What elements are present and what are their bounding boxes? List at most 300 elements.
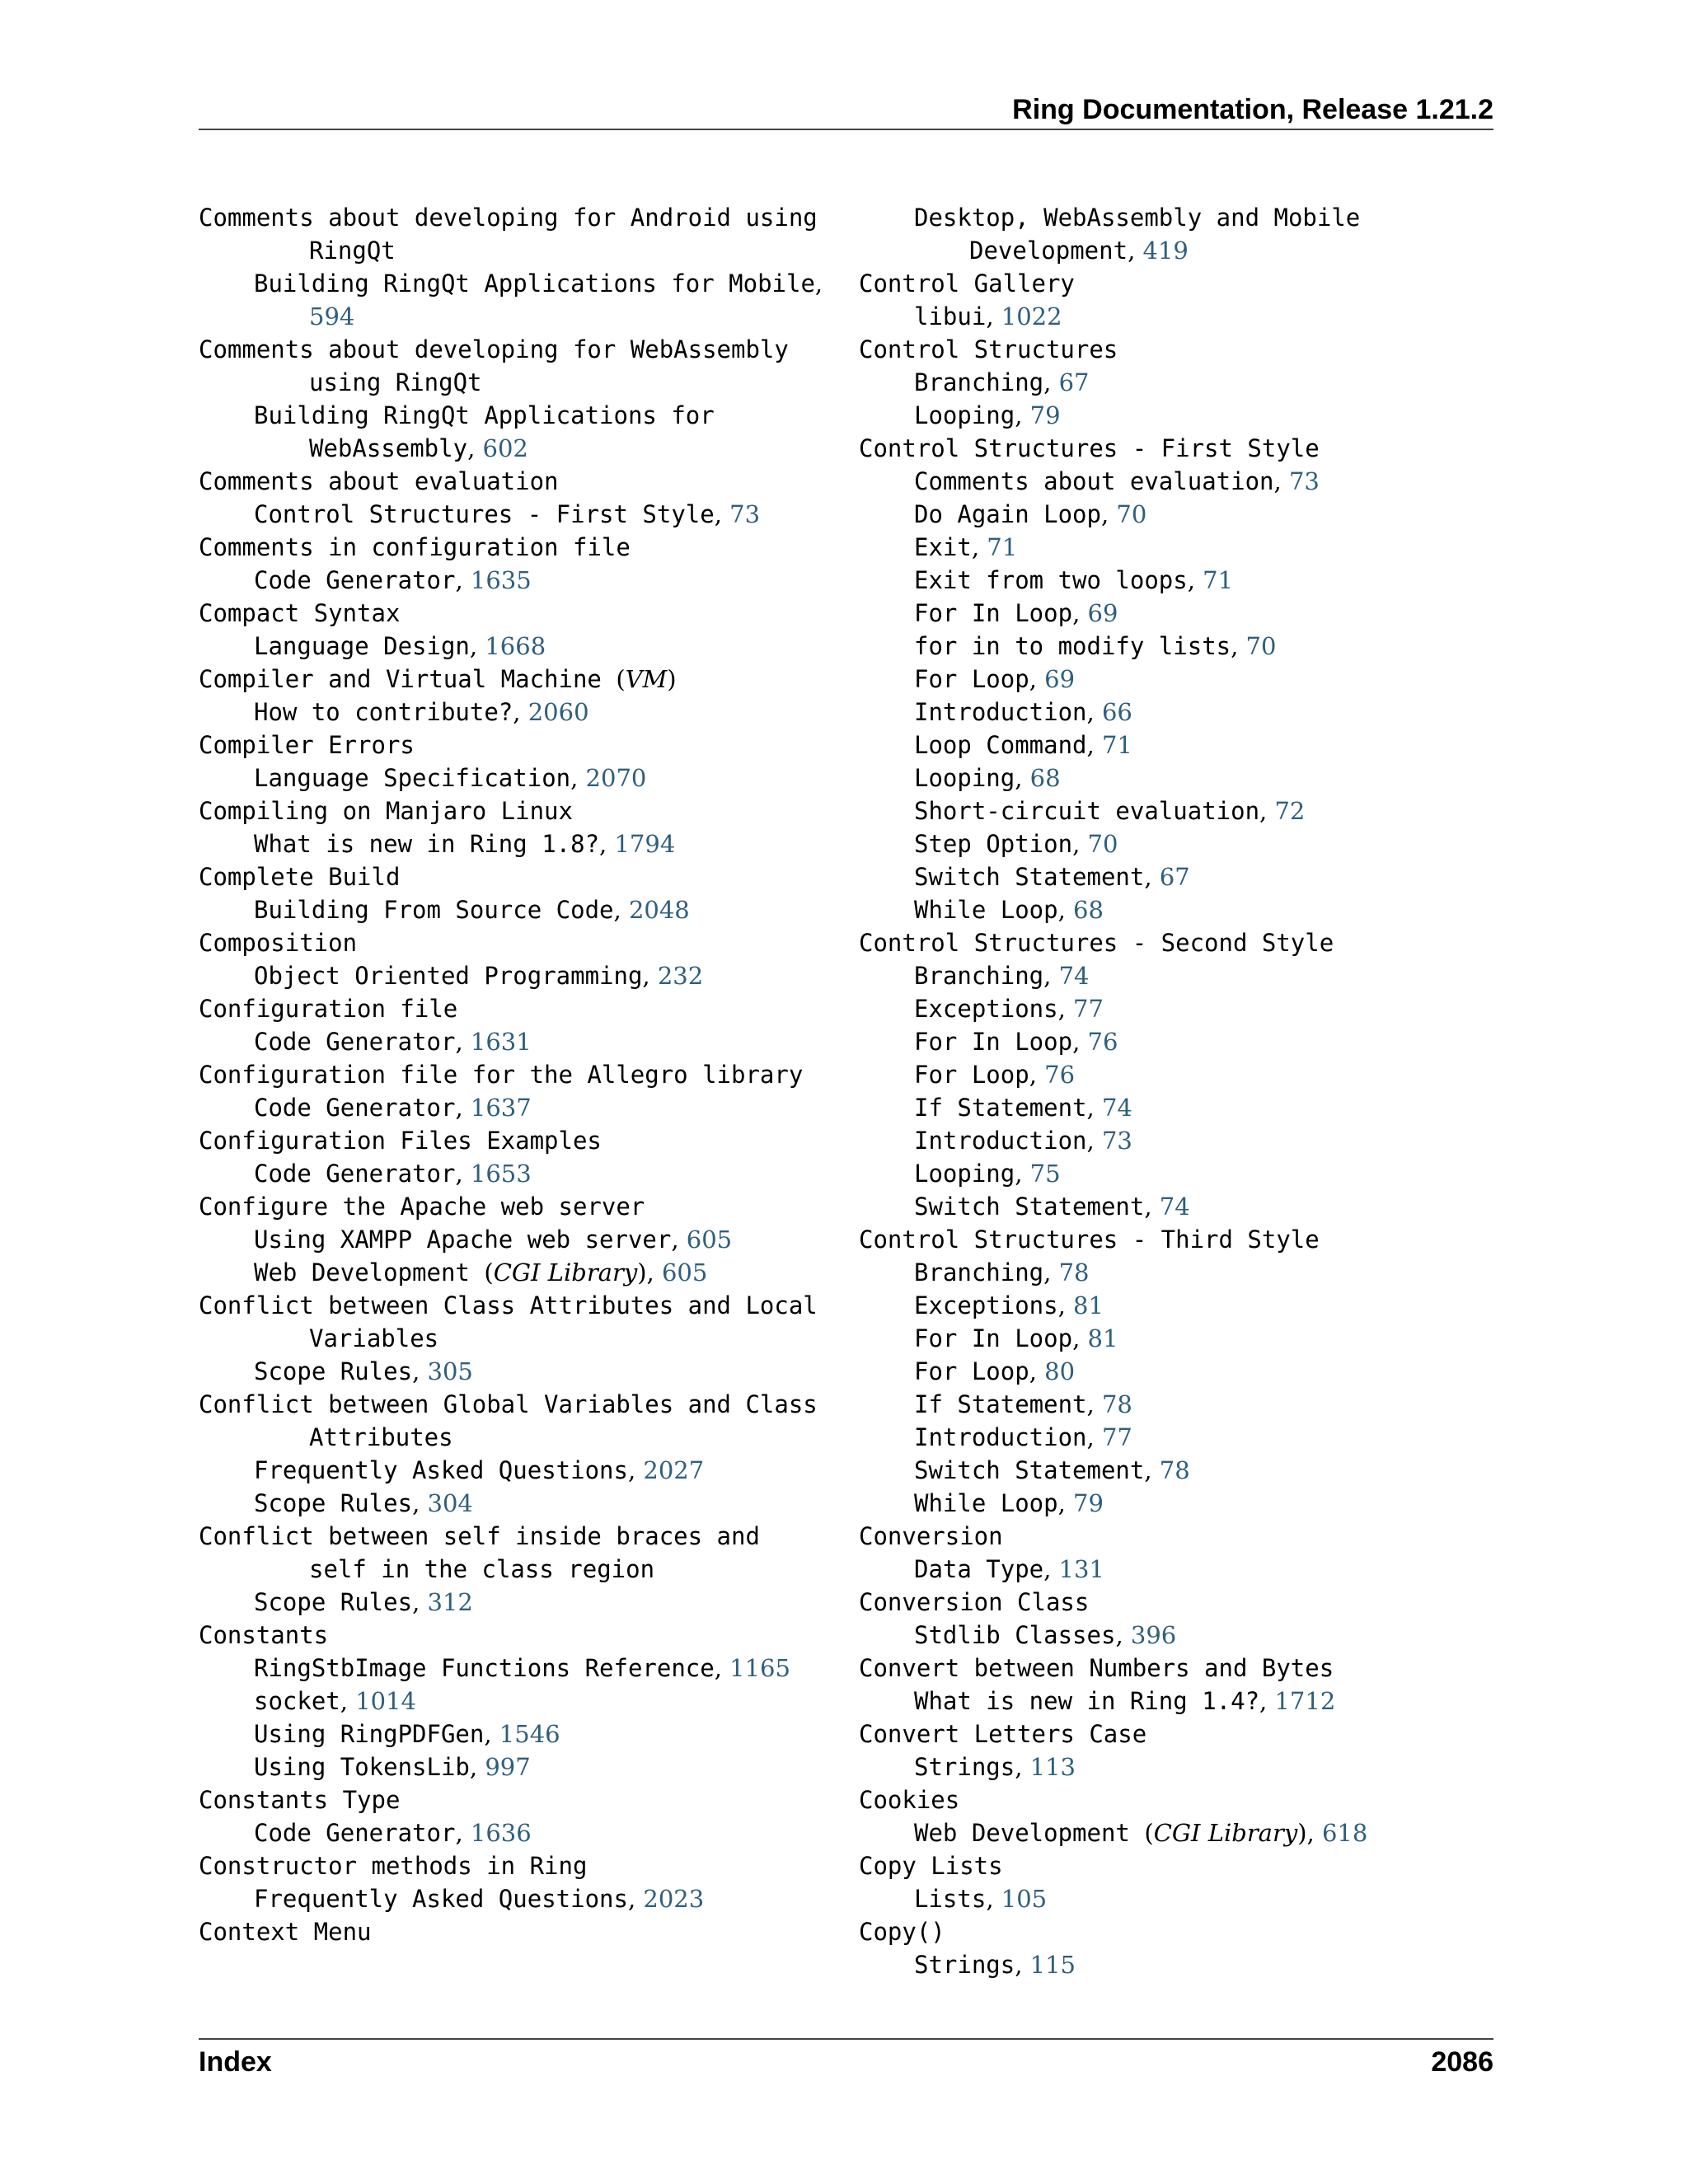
entry-text: , [455, 1160, 471, 1188]
index-subentry [199, 1718, 842, 1750]
index-subentry [199, 1157, 842, 1190]
entry-text: Branching [914, 962, 1044, 990]
page-reference-link[interactable]: 66 [1101, 698, 1132, 726]
page-reference-link[interactable]: 396 [1130, 1621, 1177, 1649]
entry-text: RingStbImage Functions Reference [254, 1654, 715, 1682]
entry-text: for in to modify lists [914, 632, 1231, 660]
index-entry [199, 1388, 842, 1421]
index-subentry [199, 399, 842, 432]
entry-text: Configuration file for the Allegro library [199, 1061, 804, 1089]
index-entry [199, 1915, 842, 1948]
index-entry [859, 1520, 1502, 1553]
index-subentry [859, 1289, 1502, 1322]
index-entry [859, 1652, 1502, 1685]
index-subentry [199, 630, 842, 663]
page-reference-link[interactable]: 2027 [643, 1456, 705, 1484]
entry-text: Configure the Apache web server [199, 1193, 645, 1221]
page-reference-link[interactable]: 68 [1073, 896, 1104, 924]
page-reference-link[interactable]: 78 [1058, 1258, 1090, 1286]
index-subentry [859, 1355, 1502, 1388]
page-reference-link[interactable]: 304 [427, 1489, 473, 1517]
entry-text: Branching [914, 1258, 1044, 1286]
entry-text: , [1072, 830, 1088, 858]
entry-text: For In Loop [914, 599, 1073, 627]
entry-text: , [455, 1819, 471, 1847]
entry-text: CGI Library [493, 1258, 638, 1286]
index-subentry [199, 696, 842, 729]
page-reference-link[interactable]: 73 [729, 500, 761, 528]
entry-text: Compact Syntax [199, 599, 401, 627]
entry-text: Frequently Asked Questions [254, 1885, 628, 1913]
entry-text: , [1187, 566, 1203, 594]
page-reference-link[interactable]: 69 [1087, 599, 1118, 627]
entry-text: Introduction [914, 1127, 1087, 1155]
entry-text: , [1144, 863, 1160, 891]
page-reference-link[interactable]: 74 [1101, 1094, 1132, 1122]
index-subentry [859, 531, 1502, 564]
page-reference-link[interactable]: 74 [1058, 962, 1090, 990]
entry-text: , [484, 1720, 499, 1748]
section-name: Index [199, 2046, 272, 2078]
page-reference-link[interactable]: 1712 [1274, 1687, 1336, 1715]
entry-text: Building From Source Code [254, 896, 614, 924]
index-subentry [859, 1157, 1502, 1190]
entry-text: Composition [199, 929, 358, 957]
entry-text: , [1057, 1291, 1074, 1319]
index-subentry [859, 597, 1502, 630]
page-reference-link[interactable]: 312 [427, 1588, 473, 1616]
entry-text: Introduction [914, 698, 1087, 726]
index-subentry [199, 1652, 842, 1685]
entry-text: Control Structures - Third Style [859, 1226, 1320, 1254]
entry-text: Short-circuit evaluation [914, 797, 1260, 825]
index-entry-continuation [859, 234, 1502, 267]
page-reference-link[interactable]: 2048 [628, 896, 690, 924]
page-reference-link[interactable]: 1636 [470, 1819, 532, 1847]
entry-text: What is new in Ring 1.8? [254, 830, 600, 858]
index-entry-continuation [199, 432, 842, 465]
index-entry [199, 860, 842, 893]
entry-text: Complete Build [199, 863, 401, 891]
page-reference-link[interactable]: 232 [657, 962, 704, 990]
entry-text: , [469, 1753, 485, 1781]
entry-text: , [1086, 1423, 1102, 1451]
index-entry [859, 1915, 1502, 1948]
entry-text: , [412, 1357, 428, 1385]
entry-text: , [513, 698, 528, 726]
index-subentry [859, 1190, 1502, 1223]
entry-text: Convert between Numbers and Bytes [859, 1654, 1334, 1682]
index-entry [199, 663, 842, 696]
index-subentry [859, 1058, 1502, 1091]
page-reference-link[interactable]: 68 [1029, 764, 1061, 792]
index-entry [859, 1783, 1502, 1816]
page-reference-link[interactable]: 70 [1245, 632, 1277, 660]
entry-text: Using RingPDFGen [254, 1720, 485, 1748]
entry-text: Comments about evaluation [199, 467, 559, 495]
entry-text: Exit from two loops [914, 566, 1188, 594]
index-subentry [859, 827, 1502, 860]
entry-text: , [455, 1094, 471, 1122]
index-subentry [199, 1586, 842, 1619]
page-reference-link[interactable]: 1165 [729, 1654, 790, 1682]
entry-text: , [1057, 995, 1074, 1023]
index-subentry [859, 498, 1502, 531]
entry-text: Loop Command [914, 731, 1087, 759]
entry-text: Constants Type [199, 1786, 401, 1814]
entry-text: , [1144, 1456, 1160, 1484]
index-subentry [199, 1025, 842, 1058]
index-entry [199, 465, 842, 498]
index-subentry [199, 893, 842, 926]
entry-text: Copy() [859, 1918, 945, 1946]
entry-text: ( [616, 665, 626, 693]
page-reference-link[interactable]: 71 [1203, 566, 1234, 594]
index-subentry [859, 696, 1502, 729]
entry-text: , [1015, 401, 1030, 429]
index-entry [199, 1619, 842, 1652]
index-entry [199, 597, 842, 630]
index-subentry [199, 762, 842, 794]
index-entry [199, 1289, 842, 1322]
page-reference-link[interactable]: 115 [1029, 1951, 1076, 1979]
page-reference-link[interactable]: 2023 [643, 1885, 705, 1913]
entry-text: VM [625, 665, 668, 693]
page-reference-link[interactable]: 67 [1058, 368, 1090, 396]
entry-text: ( [484, 1258, 494, 1286]
entry-text: , [1273, 467, 1289, 495]
entry-text: While Loop [914, 1489, 1058, 1517]
index-subentry [199, 959, 842, 992]
index-entry [859, 1849, 1502, 1882]
entry-text: Compiler Errors [199, 731, 415, 759]
index-subentry [859, 1256, 1502, 1289]
entry-text: , [1029, 1061, 1045, 1089]
index-subentry [859, 564, 1502, 597]
entry-text: How to contribute? [254, 698, 513, 726]
entry-text: Lists [914, 1885, 987, 1913]
page-reference-link[interactable]: 1668 [485, 632, 546, 660]
entry-text: Strings [914, 1951, 1015, 1979]
page-reference-link[interactable]: 2060 [528, 698, 589, 726]
page-reference-link[interactable]: 1631 [470, 1028, 532, 1056]
page-reference-link[interactable]: 113 [1029, 1753, 1076, 1781]
index-subentry [199, 498, 842, 531]
page-reference-link[interactable]: 105 [1001, 1885, 1048, 1913]
page-header [199, 92, 1493, 130]
page-reference-link[interactable]: 78 [1159, 1456, 1190, 1484]
page-reference-link[interactable]: 75 [1029, 1160, 1061, 1188]
entry-text: , [1015, 1160, 1030, 1188]
index-entry [199, 794, 842, 827]
index-entry-continuation [199, 1421, 842, 1454]
index-subentry [199, 564, 842, 597]
page-reference-link[interactable]: 79 [1029, 401, 1061, 429]
entry-text: socket [254, 1687, 340, 1715]
entry-text: , [714, 1654, 730, 1682]
entry-text: Comments about developing for WebAssembly [199, 335, 789, 363]
entry-text: , [1029, 665, 1045, 693]
page-reference-link[interactable]: 594 [309, 302, 355, 330]
page-reference-link[interactable]: 76 [1087, 1028, 1118, 1056]
entry-text: Cookies [859, 1786, 960, 1814]
index-column-left [199, 201, 842, 1948]
page-reference-link[interactable]: 70 [1116, 500, 1147, 528]
page-reference-link[interactable]: 1022 [1001, 302, 1062, 330]
entry-text: Copy Lists [859, 1852, 1003, 1880]
entry-text: Comments about evaluation [914, 467, 1274, 495]
entry-text: Scope Rules [254, 1357, 413, 1385]
entry-text: , [340, 1687, 356, 1715]
entry-text: , [1259, 1687, 1275, 1715]
page-reference-link[interactable]: 70 [1087, 830, 1118, 858]
index-subentry [199, 1816, 842, 1849]
entry-text: If Statement [914, 1390, 1087, 1418]
entry-text: , [642, 962, 658, 990]
index-subentry [859, 860, 1502, 893]
index-subentry [859, 1421, 1502, 1454]
entry-text: Object Oriented Programming [254, 962, 643, 990]
entry-text: Conversion Class [859, 1588, 1090, 1616]
index-subentry [199, 1685, 842, 1718]
page-reference-link[interactable]: 76 [1044, 1061, 1076, 1089]
entry-text: ), [637, 1258, 662, 1286]
page-number: 2086 [1431, 2046, 1493, 2078]
entry-text: Step Option [914, 830, 1073, 858]
page-reference-link[interactable]: 67 [1159, 863, 1190, 891]
index-subentry [859, 1454, 1502, 1487]
entry-text: Conflict between Global Variables and Class [199, 1390, 818, 1418]
entry-text: Comments in configuration file [199, 533, 631, 561]
entry-text: RingQt [309, 237, 396, 265]
index-entry-continuation [199, 1553, 842, 1586]
entry-text: Branching [914, 368, 1044, 396]
index-entry [859, 1718, 1502, 1750]
index-subentry [859, 893, 1502, 926]
entry-text: Conflict between self inside braces and [199, 1522, 760, 1550]
index-entry [199, 1849, 842, 1882]
index-subentry [859, 1091, 1502, 1124]
index-entry [859, 926, 1502, 959]
entry-text: libui [914, 302, 987, 330]
index-entry [199, 333, 842, 366]
index-entry [199, 729, 842, 762]
page-reference-link[interactable]: 81 [1087, 1324, 1118, 1352]
entry-text: Development [969, 237, 1128, 265]
entry-text: , [1072, 1324, 1088, 1352]
entry-text: Code Generator [254, 1819, 456, 1847]
page-reference-link[interactable]: 1635 [470, 566, 532, 594]
entry-text: If Statement [914, 1094, 1087, 1122]
page-reference-link[interactable]: 71 [1101, 731, 1132, 759]
entry-text: , [412, 1588, 428, 1616]
entry-text: Compiler and Virtual Machine [199, 665, 617, 693]
page-reference-link[interactable]: 2070 [585, 764, 647, 792]
page-reference-link[interactable]: 79 [1073, 1489, 1104, 1517]
entry-text: , [469, 632, 485, 660]
document-title: Ring Documentation, Release 1.21.2 [1012, 94, 1493, 125]
index-subentry [859, 1619, 1502, 1652]
index-subentry [859, 1388, 1502, 1421]
page-reference-link[interactable]: 1014 [355, 1687, 417, 1715]
entry-text: Code Generator [254, 1028, 456, 1056]
entry-text: Constants [199, 1621, 329, 1649]
entry-text: Variables [309, 1324, 439, 1352]
page-reference-link[interactable]: 131 [1058, 1555, 1104, 1583]
index-entry [859, 333, 1502, 366]
index-subentry [859, 366, 1502, 399]
entry-text: For Loop [914, 1357, 1029, 1385]
entry-text: , [412, 1489, 428, 1517]
page-reference-link[interactable]: 74 [1159, 1193, 1190, 1221]
entry-text: Web Development [914, 1819, 1145, 1847]
entry-text: , [1086, 731, 1102, 759]
entry-text: , [627, 1885, 644, 1913]
index-subentry [199, 1487, 842, 1520]
entry-text: , [1057, 1489, 1074, 1517]
entry-text: Introduction [914, 1423, 1087, 1451]
index-subentry [859, 630, 1502, 663]
index-subentry [859, 729, 1502, 762]
entry-text: , [1043, 368, 1059, 396]
entry-text: , [1015, 1951, 1030, 1979]
entry-text: Exceptions [914, 995, 1058, 1023]
index-subentry [859, 1487, 1502, 1520]
index-entry-continuation [199, 234, 842, 267]
page-reference-link[interactable]: 1637 [470, 1094, 532, 1122]
index-entry [859, 1223, 1502, 1256]
page-reference-link[interactable]: 69 [1044, 665, 1076, 693]
page-reference-link[interactable]: 77 [1073, 995, 1104, 1023]
entry-text: Switch Statement [914, 863, 1145, 891]
index-subentry [199, 1750, 842, 1783]
page-reference-link[interactable]: 1546 [499, 1720, 560, 1748]
entry-text: , [814, 269, 823, 298]
index-subentry [859, 1816, 1502, 1849]
page-reference-link[interactable]: 605 [661, 1258, 708, 1286]
entry-text: Exceptions [914, 1291, 1058, 1319]
entry-text: , [1015, 1753, 1030, 1781]
entry-text: Scope Rules [254, 1489, 413, 1517]
index-entry [859, 1586, 1502, 1619]
index-entry [199, 531, 842, 564]
entry-text: , [1231, 632, 1246, 660]
entry-text: , [1029, 1357, 1045, 1385]
entry-text: , [1128, 237, 1143, 265]
index-entry-continuation [199, 366, 842, 399]
index-subentry [859, 762, 1502, 794]
entry-text: Code Generator [254, 1094, 456, 1122]
page-reference-link[interactable]: 80 [1044, 1357, 1076, 1385]
entry-text: Code Generator [254, 566, 456, 594]
entry-text: Control Structures - First Style [859, 434, 1320, 462]
index-entry [199, 1520, 842, 1553]
page-reference-link[interactable]: 77 [1101, 1423, 1132, 1451]
entry-text: Constructor methods in Ring [199, 1852, 588, 1880]
page-reference-link[interactable]: 605 [686, 1226, 733, 1254]
index-subentry [859, 663, 1502, 696]
entry-text: , [1086, 1390, 1102, 1418]
index-entry [199, 1058, 842, 1091]
index-subentry [859, 465, 1502, 498]
index-subentry [859, 399, 1502, 432]
entry-text: Web Development [254, 1258, 485, 1286]
entry-text: Convert Letters Case [859, 1720, 1147, 1748]
page-reference-link[interactable]: 71 [987, 533, 1018, 561]
entry-text: self in the class region [309, 1555, 655, 1583]
index-subentry [199, 827, 842, 860]
page-reference-link[interactable]: 72 [1274, 797, 1306, 825]
entry-text: Looping [914, 401, 1015, 429]
page-reference-link[interactable]: 997 [485, 1753, 531, 1781]
index-subentry [859, 959, 1502, 992]
entry-text: , [1057, 896, 1074, 924]
index-subentry [199, 267, 842, 300]
page-reference-link[interactable]: 73 [1101, 1127, 1132, 1155]
entry-text: WebAssembly [309, 434, 468, 462]
page-reference-link[interactable]: 81 [1073, 1291, 1104, 1319]
entry-text: , [971, 533, 987, 561]
page-reference-link[interactable]: 419 [1142, 237, 1189, 265]
index-column-right [859, 201, 1502, 1981]
index-subentry [199, 1882, 842, 1915]
index-subentry [859, 1948, 1502, 1981]
entry-text: Using XAMPP Apache web server [254, 1226, 672, 1254]
entry-text: Control Gallery [859, 269, 1075, 298]
entry-text: Comments about developing for Android using [199, 204, 818, 232]
index-subentry [199, 1223, 842, 1256]
entry-text: , [1043, 962, 1059, 990]
entry-text: , [627, 1456, 644, 1484]
page-reference-link[interactable]: 1794 [614, 830, 676, 858]
entry-text: , [570, 764, 586, 792]
index-subentry [859, 1685, 1502, 1718]
index-subentry [199, 1091, 842, 1124]
entry-text: Using TokensLib [254, 1753, 470, 1781]
entry-text: , [1086, 1127, 1102, 1155]
index-subentry [859, 1882, 1502, 1915]
index-entry [199, 1783, 842, 1816]
index-entry [199, 1190, 842, 1223]
index-subentry [859, 201, 1502, 234]
page-reference-link[interactable]: 602 [482, 434, 528, 462]
index-subentry [859, 1124, 1502, 1157]
entry-text: For Loop [914, 665, 1029, 693]
entry-text: Do Again Loop [914, 500, 1101, 528]
entry-text: Frequently Asked Questions [254, 1456, 628, 1484]
index-entry [199, 201, 842, 234]
entry-text: Control Structures - Second Style [859, 929, 1334, 957]
entry-text: For In Loop [914, 1028, 1073, 1056]
page-reference-link[interactable]: 618 [1321, 1819, 1368, 1847]
index-subentry [859, 1750, 1502, 1783]
entry-text: Language Design [254, 632, 470, 660]
entry-text: , [1043, 1258, 1059, 1286]
entry-text: Looping [914, 1160, 1015, 1188]
entry-text: For Loop [914, 1061, 1029, 1089]
entry-text: ( [1144, 1819, 1154, 1847]
entry-text: CGI Library [1153, 1819, 1298, 1847]
entry-text: , [613, 896, 629, 924]
entry-text: What is new in Ring 1.4? [914, 1687, 1260, 1715]
page-footer [199, 2038, 1493, 2081]
page-reference-link[interactable]: 73 [1288, 467, 1320, 495]
page-reference-link[interactable]: 78 [1101, 1390, 1132, 1418]
entry-text: Configuration Files Examples [199, 1127, 602, 1155]
page-reference-link[interactable]: 1653 [470, 1160, 532, 1188]
page-reference-link[interactable]: 305 [427, 1357, 473, 1385]
entry-text: , [1100, 500, 1117, 528]
